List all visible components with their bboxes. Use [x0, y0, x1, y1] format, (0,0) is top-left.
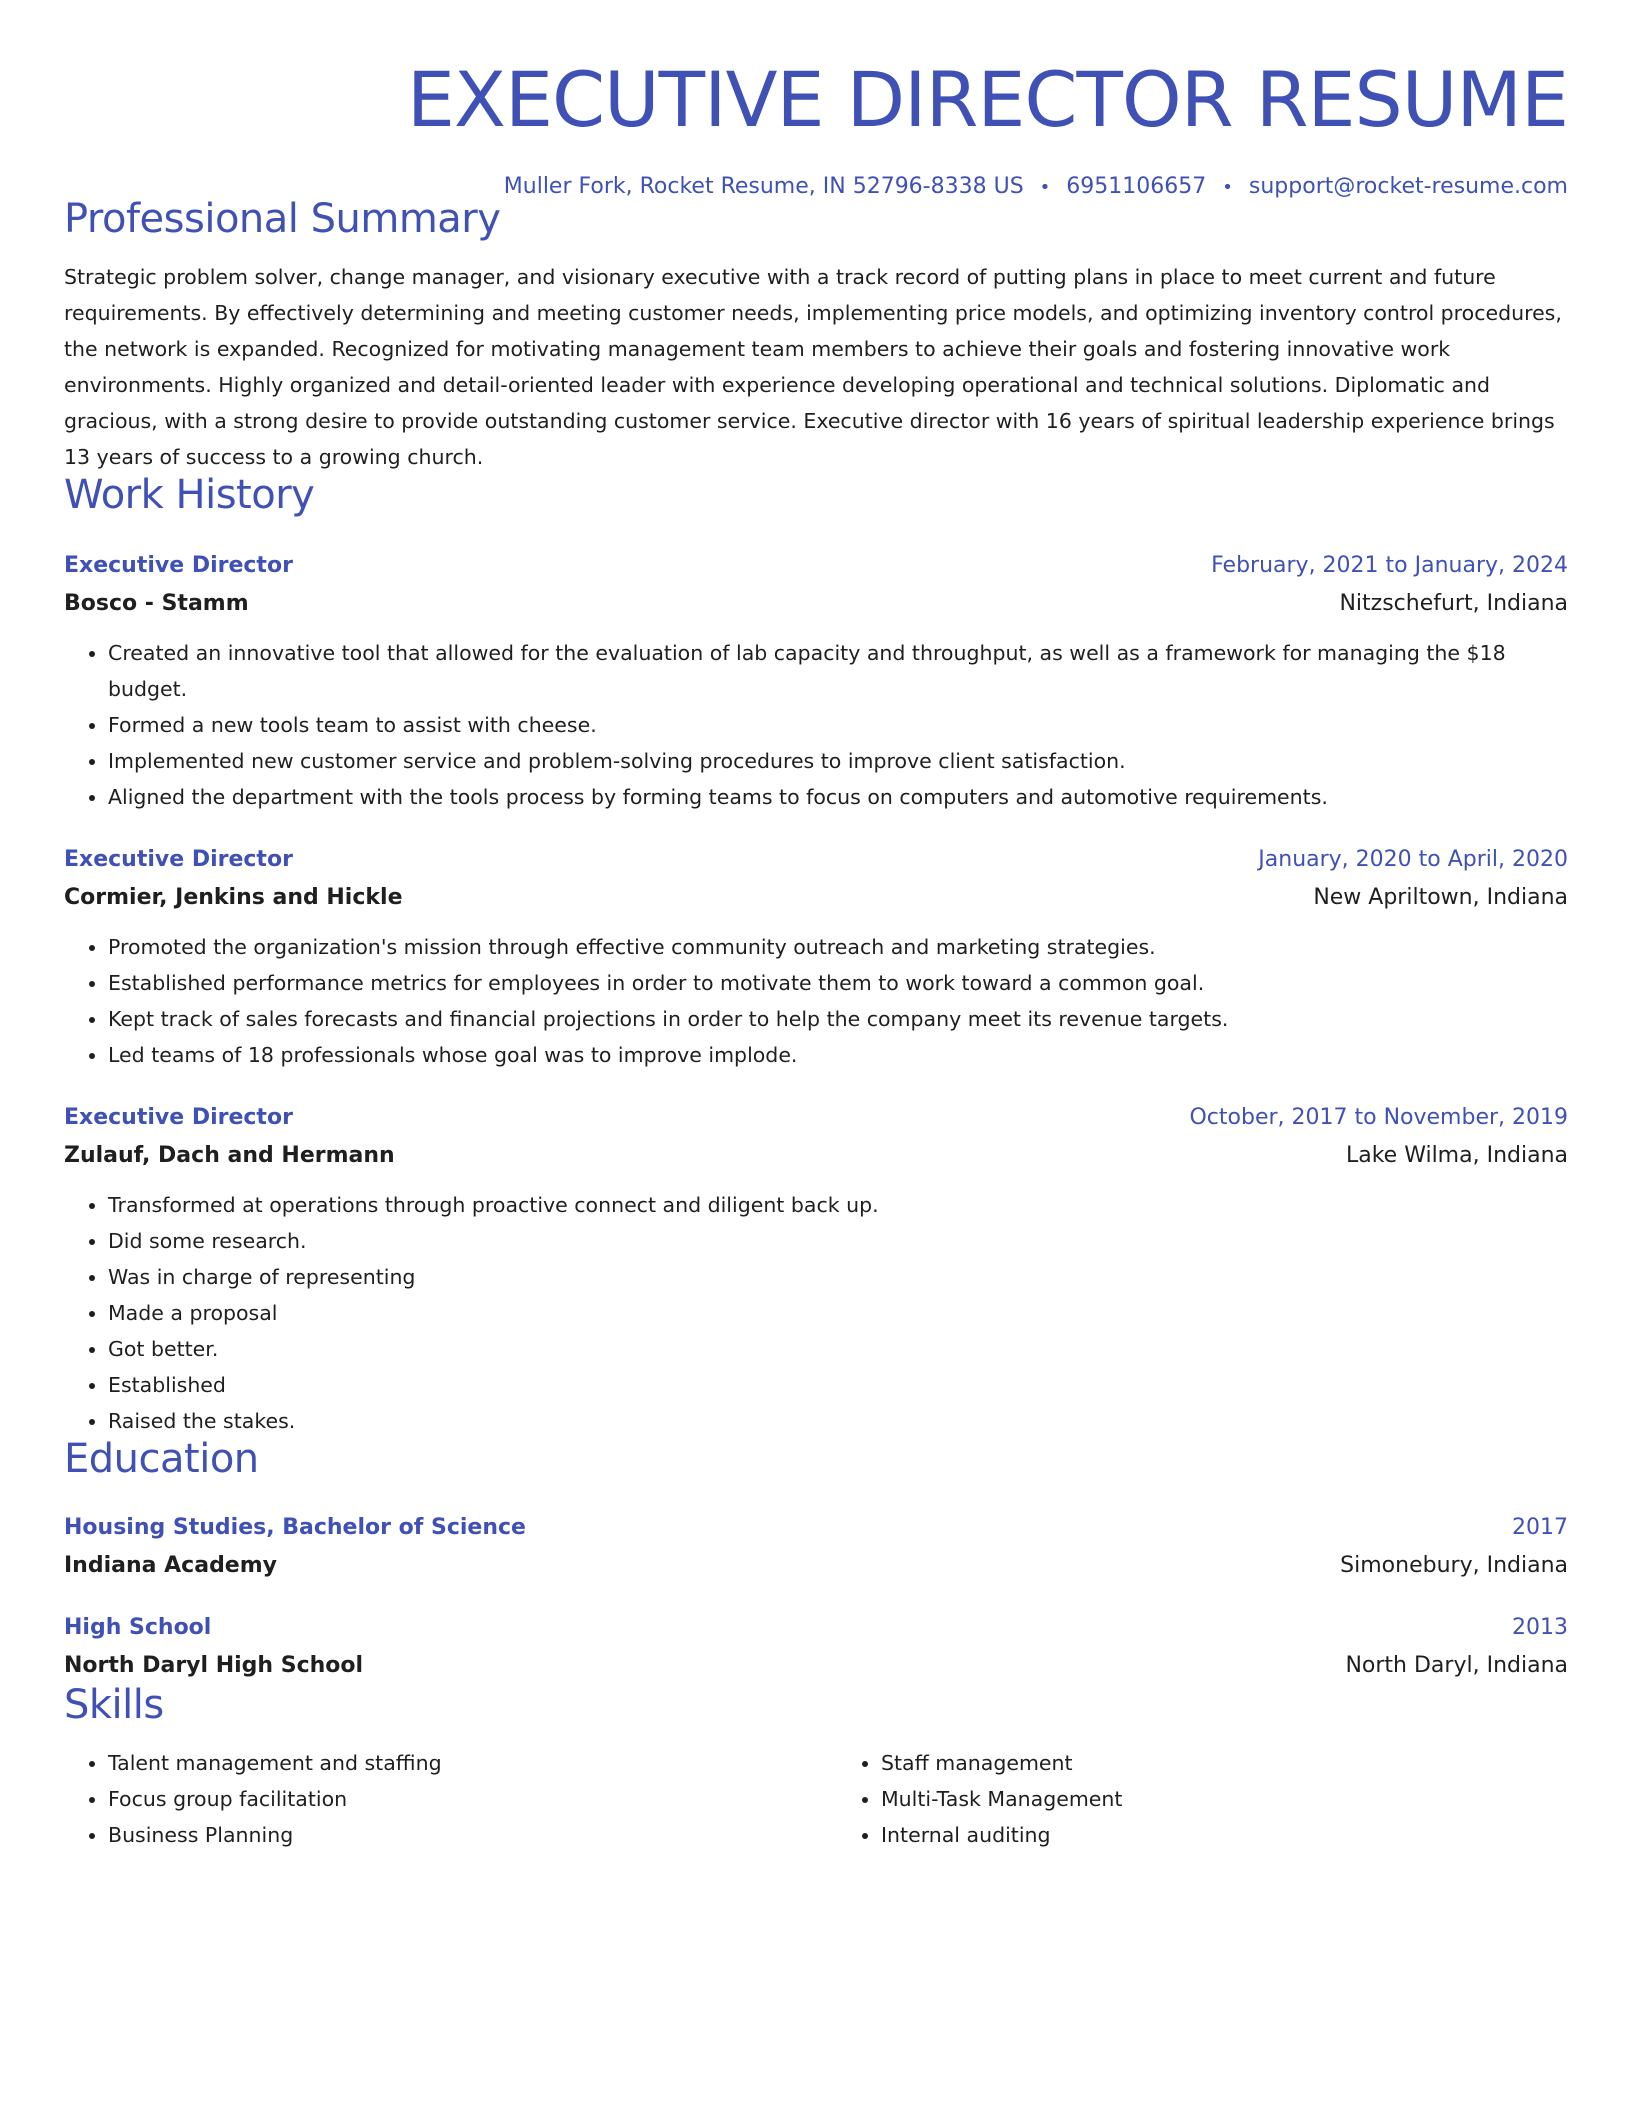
job-dates: January, 2020 to April, 2020 — [1258, 847, 1568, 872]
job-dates: October, 2017 to November, 2019 — [1189, 1105, 1568, 1130]
resume-page — [64, 0, 1568, 1853]
list-item: • Implemented new customer service and problem-solving procedures to improve client satisfaction. — [108, 743, 1568, 779]
list-item: • Established — [108, 1367, 1568, 1403]
summary-heading: Professional Summary — [64, 196, 501, 242]
job-bullets — [64, 635, 1568, 815]
list-item: • Kept track of sales forecasts and financial projections in order to help the company meet its revenue targets. — [108, 1001, 1568, 1037]
list-item: • Aligned the department with the tools process by forming teams to focus on computers and automotive requirements. — [108, 779, 1568, 815]
resume-title: EXECUTIVE DIRECTOR RESUME — [406, 55, 1568, 144]
education-year: 2017 — [1512, 1515, 1568, 1540]
summary-text: Strategic problem solver, change manager, and visionary executive with a track record of putting plans in place to meet current and future requirements. By effectively determining and meeting customer needs, implementing price models, and optimizing inventory control procedures, the network is expanded. Recognized for motivating management team members to achieve their goals and fostering innovative work environments. Highly organized and detail-oriented leader with experience developing operational and technical solutions. Diplomatic and gracious, with a strong desire to provide outstanding customer service. Executive director with 16 years of spiritual leadership experience brings 13 years of success to a growing church. — [64, 265, 1562, 469]
job-company: Bosco - Stamm — [64, 591, 249, 616]
list-item: • Focus group facilitation — [108, 1781, 795, 1817]
work-history-heading: Work History — [64, 472, 315, 518]
skills-column — [795, 1745, 1568, 1853]
education-location: North Daryl, Indiana — [1345, 1653, 1568, 1678]
job-bullets — [64, 1187, 1568, 1439]
skills-heading: Skills — [64, 1682, 164, 1728]
job-company: Cormier, Jenkins and Hickle — [64, 885, 403, 910]
education-school: North Daryl High School — [64, 1653, 364, 1678]
list-item: • Got better. — [108, 1331, 1568, 1367]
job-location: Nitzschefurt, Indiana — [1339, 591, 1568, 616]
job-location: New Apriltown, Indiana — [1313, 885, 1568, 910]
list-item: • Did some research. — [108, 1223, 1568, 1259]
education-degree: High School — [64, 1615, 212, 1640]
education-entry — [64, 1509, 1568, 1585]
contact-phone: 6951106657 — [1066, 174, 1207, 199]
job-location: Lake Wilma, Indiana — [1345, 1143, 1568, 1168]
list-item: • Created an innovative tool that allowed for the evaluation of lab capacity and throughput, as well as a framework for managing the $18 budget. — [108, 635, 1568, 707]
list-item: • Made a proposal — [108, 1295, 1568, 1331]
list-item: • Raised the stakes. — [108, 1403, 1568, 1439]
job-entry — [64, 1099, 1568, 1439]
list-item: • Promoted the organization's mission through effective community outreach and marketing strategies. — [108, 929, 1568, 965]
list-item: • Led teams of 18 professionals whose goal was to improve implode. — [108, 1037, 1568, 1073]
list-item: • Was in charge of representing — [108, 1259, 1568, 1295]
bullet-separator: • — [1039, 177, 1051, 198]
education-year: 2013 — [1512, 1615, 1568, 1640]
job-company: Zulauf, Dach and Hermann — [64, 1143, 395, 1168]
list-item: • Business Planning — [108, 1817, 795, 1853]
contact-address: Muller Fork, Rocket Resume, IN 52796-8338 US — [503, 174, 1024, 199]
job-bullets — [64, 929, 1568, 1073]
job-entry — [64, 841, 1568, 1073]
job-dates: February, 2021 to January, 2024 — [1211, 553, 1568, 578]
job-entry — [64, 547, 1568, 815]
list-item: • Staff management — [881, 1745, 1568, 1781]
job-role: Executive Director — [64, 847, 293, 872]
education-heading: Education — [64, 1436, 259, 1482]
education-location: Simonebury, Indiana — [1340, 1553, 1568, 1578]
education-degree: Housing Studies, Bachelor of Science — [64, 1515, 526, 1540]
skills-list — [64, 1745, 1568, 1853]
job-role: Executive Director — [64, 1105, 293, 1130]
list-item: • Transformed at operations through proactive connect and diligent back up. — [108, 1187, 1568, 1223]
list-item: • Internal auditing — [881, 1817, 1568, 1853]
list-item: • Formed a new tools team to assist with cheese. — [108, 707, 1568, 743]
list-item: • Talent management and staffing — [108, 1745, 795, 1781]
list-item: • Multi-Task Management — [881, 1781, 1568, 1817]
skills-column — [64, 1745, 795, 1853]
contact-email: support@rocket-resume.com — [1248, 174, 1568, 199]
job-role: Executive Director — [64, 553, 293, 578]
education-school: Indiana Academy — [64, 1553, 277, 1578]
education-entry — [64, 1609, 1568, 1685]
bullet-separator: • — [1222, 177, 1233, 198]
list-item: • Established performance metrics for employees in order to motivate them to work toward a common goal. — [108, 965, 1568, 1001]
